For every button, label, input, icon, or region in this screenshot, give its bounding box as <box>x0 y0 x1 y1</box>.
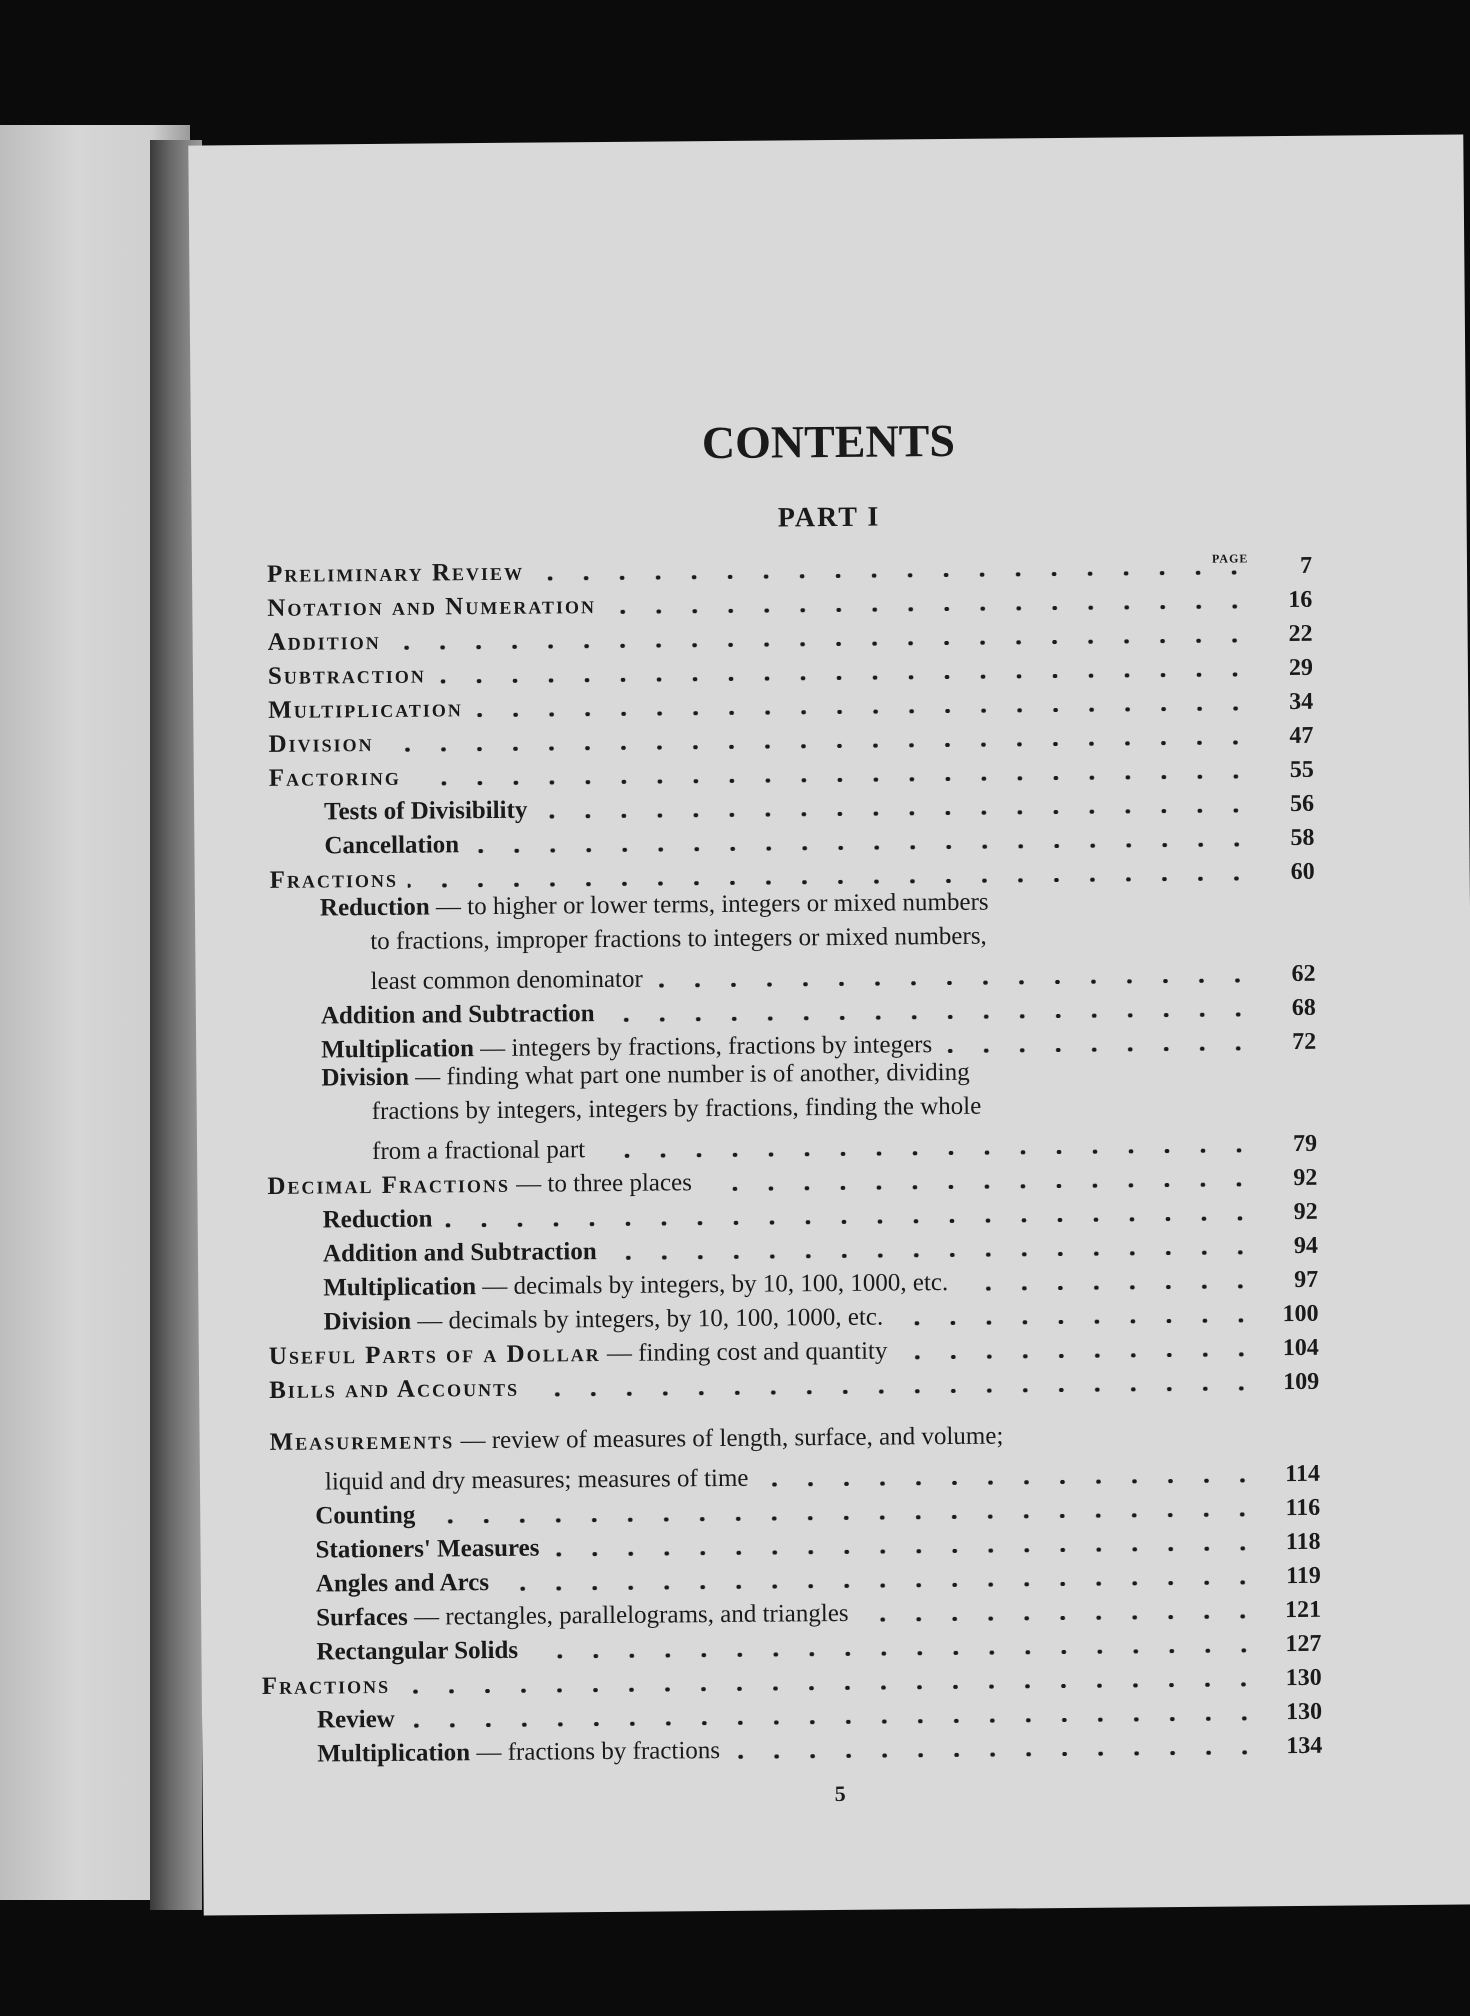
dot-leader <box>537 808 1254 818</box>
dot-leader <box>442 1216 1257 1227</box>
entry-label: Measurements <box>269 1427 455 1456</box>
dot-leader <box>534 570 1252 580</box>
entry-description: — fractions by fractions <box>470 1737 721 1767</box>
dot-leader <box>499 1580 1261 1591</box>
dot-leader <box>425 1512 1260 1523</box>
entry-label: Multiplication <box>323 1273 477 1302</box>
dot-leader <box>606 604 1252 614</box>
entry-page: 104 <box>1282 1334 1319 1362</box>
dot-leader <box>893 1318 1258 1325</box>
entry-page: 72 <box>1292 1028 1317 1055</box>
entry-label: Division <box>321 1063 410 1092</box>
entry-label: Surfaces <box>316 1603 408 1632</box>
entry-page: 34 <box>1289 688 1314 716</box>
entry-page: 119 <box>1286 1562 1321 1590</box>
entry-description: least common denominator <box>370 965 643 996</box>
entry-label: Angles and Arcs <box>315 1569 490 1598</box>
dot-leader <box>897 1352 1258 1359</box>
contents-page <box>188 134 1470 1915</box>
entry-page: 121 <box>1285 1596 1322 1624</box>
entry-page: 29 <box>1288 654 1314 682</box>
page-number: 5 <box>834 1780 846 1807</box>
dot-leader <box>529 1386 1259 1396</box>
entry-description: — decimals by integers, by 10, 100, 1000, etc. <box>410 1303 884 1335</box>
dot-leader <box>469 842 1254 853</box>
dot-leader <box>400 1682 1262 1694</box>
entry-page: 58 <box>1290 824 1315 852</box>
entry-label: Review <box>316 1705 395 1734</box>
entry-label: Addition and Subtraction <box>322 1238 597 1268</box>
entry-page: 7 <box>1299 552 1313 579</box>
page-column-label: PAGE <box>1211 551 1249 566</box>
entry-label: Bills and Accounts <box>269 1374 520 1404</box>
entry-page: 55 <box>1289 756 1314 784</box>
entry-label: Notation and Numeration <box>267 592 597 622</box>
entry-page: 118 <box>1285 1528 1321 1556</box>
entry-page: 16 <box>1288 586 1313 614</box>
entry-label: Reduction <box>322 1205 433 1234</box>
entry-page: 22 <box>1288 620 1313 648</box>
dot-leader <box>605 1012 1256 1022</box>
dot-leader <box>384 740 1254 752</box>
dot-leader <box>595 1148 1257 1158</box>
entry-page: 92 <box>1293 1164 1318 1191</box>
entry-description: — to higher or lower terms, integers or mixed numbers <box>429 888 989 921</box>
entry-page: 109 <box>1283 1368 1320 1396</box>
dot-leader <box>607 1250 1258 1260</box>
entry-page: 56 <box>1289 790 1315 818</box>
entry-description: — finding cost and quantity <box>600 1337 888 1368</box>
entry-description: fractions by integers, integers by fractions, finding the whole <box>371 1092 982 1126</box>
entry-label: Fractions <box>261 1671 391 1701</box>
entry-label: Cancellation <box>324 831 460 860</box>
entry-label: Multiplication <box>321 1035 475 1064</box>
entry-page: 94 <box>1293 1232 1319 1259</box>
entry-label: Division <box>323 1307 412 1336</box>
dot-leader <box>549 1546 1260 1556</box>
entry-label: Preliminary Review <box>266 558 525 588</box>
page-content <box>188 134 1470 1915</box>
entry-page: 60 <box>1290 858 1315 886</box>
dot-leader <box>758 1478 1260 1486</box>
part-heading: PART I <box>777 501 881 534</box>
dot-leader <box>702 1182 1258 1191</box>
dot-leader <box>436 672 1253 683</box>
entry-description: — finding what part one number is of another, dividing <box>408 1058 970 1091</box>
entry-page: 92 <box>1293 1198 1318 1225</box>
entry-label: Multiplication <box>317 1739 471 1768</box>
entry-description: to fractions, improper fractions to integers or mixed numbers, <box>370 922 987 956</box>
entry-label: Division <box>268 730 374 758</box>
page-title: CONTENTS <box>701 414 956 469</box>
entry-page: 62 <box>1291 960 1316 988</box>
dot-leader <box>411 774 1254 785</box>
entry-label: Factoring <box>268 763 401 792</box>
entry-page: 130 <box>1285 1698 1323 1726</box>
entry-label: Decimal Fractions <box>267 1170 511 1200</box>
dot-leader <box>405 1716 1262 1727</box>
entry-description: liquid and dry measures; measures of time <box>324 1464 749 1496</box>
entry-page: 79 <box>1292 1130 1318 1157</box>
entry-label: Reduction <box>319 893 430 922</box>
entry-page: 47 <box>1289 722 1314 750</box>
entry-label: Rectangular Solids <box>316 1636 519 1666</box>
entry-description: from a fractional part <box>371 1136 586 1166</box>
entry-page: 116 <box>1285 1494 1321 1522</box>
entry-page: 97 <box>1294 1266 1319 1293</box>
dot-leader <box>653 978 1256 987</box>
entry-description: — integers by fractions, fractions by integers <box>473 1031 933 1063</box>
entry-description: — decimals by integers, by 10, 100, 1000, etc. <box>475 1269 949 1301</box>
entry-label: Multiplication <box>268 695 463 724</box>
entry-page: 114 <box>1285 1460 1321 1488</box>
entry-page: 68 <box>1291 994 1316 1021</box>
entry-description: — to three places <box>509 1169 692 1198</box>
entry-page: 100 <box>1282 1300 1319 1328</box>
entry-description: — rectangles, parallelograms, and triangles <box>407 1599 849 1631</box>
entry-label: Fractions <box>269 865 399 894</box>
entry-label: Stationers' Measures <box>315 1534 540 1564</box>
entry-label: Addition <box>267 627 381 656</box>
dot-leader <box>859 1614 1262 1622</box>
entry-page: 134 <box>1286 1732 1323 1760</box>
dot-leader <box>730 1750 1262 1759</box>
dot-leader <box>942 1046 1256 1053</box>
entry-label: Useful Parts of a Dollar <box>268 1340 601 1370</box>
entry-label: Tests of Divisibility <box>324 796 528 826</box>
entry-description: — review of measures of length, surface, and volume; <box>454 1422 1004 1455</box>
dot-leader <box>473 706 1253 717</box>
dot-leader <box>958 1284 1258 1291</box>
dot-leader <box>391 638 1253 650</box>
entry-label: Counting <box>315 1501 416 1530</box>
dot-leader <box>528 1648 1261 1658</box>
entry-label: Addition and Subtraction <box>320 1000 595 1030</box>
dot-leader <box>408 876 1255 887</box>
entry-label: Subtraction <box>267 661 426 690</box>
entry-page: 130 <box>1285 1664 1322 1692</box>
entry-page: 127 <box>1285 1630 1322 1658</box>
